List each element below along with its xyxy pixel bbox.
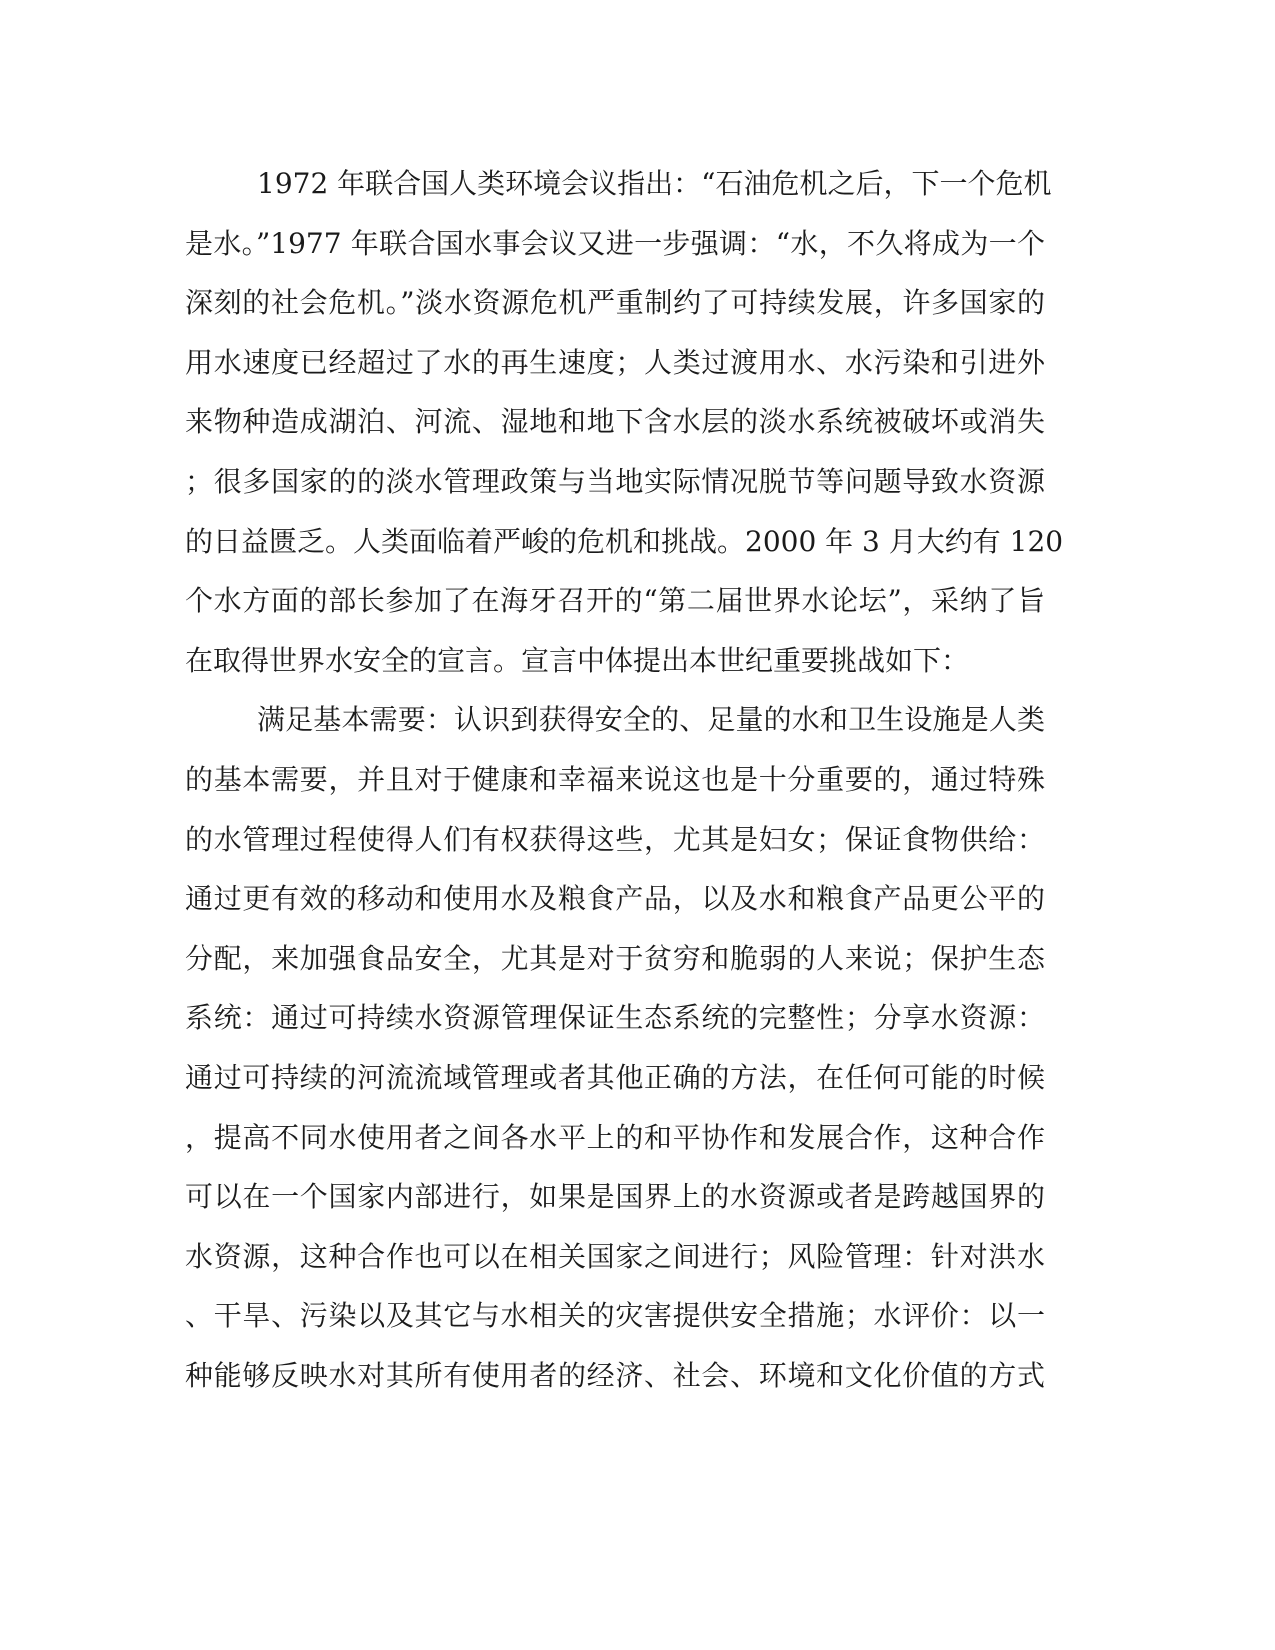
text-line: ；很多国家的的淡水管理政策与当地实际情况脱节等问题导致水资源 [185, 464, 1045, 498]
paragraph-1 [185, 154, 1064, 690]
text-line: 水资源，这种合作也可以在相关国家之间进行；风险管理：针对洪水 [185, 1239, 1045, 1273]
text-line: 1972 年联合国人类环境会议指出：“石油危机之后，下一个危机 [257, 167, 1052, 200]
text-line: 种能够反映水对其所有使用者的经济、社会、环境和文化价值的方式 [185, 1358, 1045, 1392]
paragraph-2 [185, 690, 1045, 1405]
text-line: 的日益匮乏。人类面临着严峻的危机和挑战。2000 年 3 月大约有 120 [185, 524, 1064, 558]
text-line: 通过更有效的移动和使用水及粮食产品，以及水和粮食产品更公平的 [185, 882, 1045, 916]
body-text [185, 154, 1064, 1405]
text-line: 满足基本需要：认识到获得安全的、足量的水和卫生设施是人类 [257, 703, 1045, 737]
text-line: 分配，来加强食品安全，尤其是对于贫穷和脆弱的人来说；保护生态 [185, 941, 1045, 975]
text-line: 是水。”1977 年联合国水事会议又进一步强调：“水，不久将成为一个 [185, 226, 1045, 260]
text-line: 的基本需要，并且对于健康和幸福来说这也是十分重要的，通过特殊 [185, 762, 1045, 796]
text-line: 深刻的社会危机。”淡水资源危机严重制约了可持续发展，许多国家的 [185, 286, 1045, 320]
text-line: ，提高不同水使用者之间各水平上的和平协作和发展合作，这种合作 [185, 1120, 1045, 1154]
text-line: 来物种造成湖泊、河流、湿地和地下含水层的淡水系统被破坏或消失 [185, 405, 1045, 439]
text-line: 、干旱、污染以及其它与水相关的灾害提供安全措施；水评价：以一 [185, 1299, 1045, 1333]
text-line: 的水管理过程使得人们有权获得这些，尤其是妇女；保证食物供给： [185, 822, 1045, 856]
text-line: 系统：通过可持续水资源管理保证生态系统的完整性；分享水资源： [185, 1001, 1045, 1035]
text-line: 在取得世界水安全的宣言。宣言中体提出本世纪重要挑战如下： [185, 643, 970, 677]
text-line: 个水方面的部长参加了在海牙召开的“第二届世界水论坛”，采纳了旨 [185, 584, 1045, 618]
text-line: 通过可持续的河流流域管理或者其他正确的方法，在任何可能的时候 [185, 1060, 1045, 1094]
text-line: 用水速度已经超过了水的再生速度；人类过渡用水、水污染和引进外 [185, 345, 1045, 379]
text-line: 可以在一个国家内部进行，如果是国界上的水资源或者是跨越国界的 [185, 1180, 1045, 1214]
